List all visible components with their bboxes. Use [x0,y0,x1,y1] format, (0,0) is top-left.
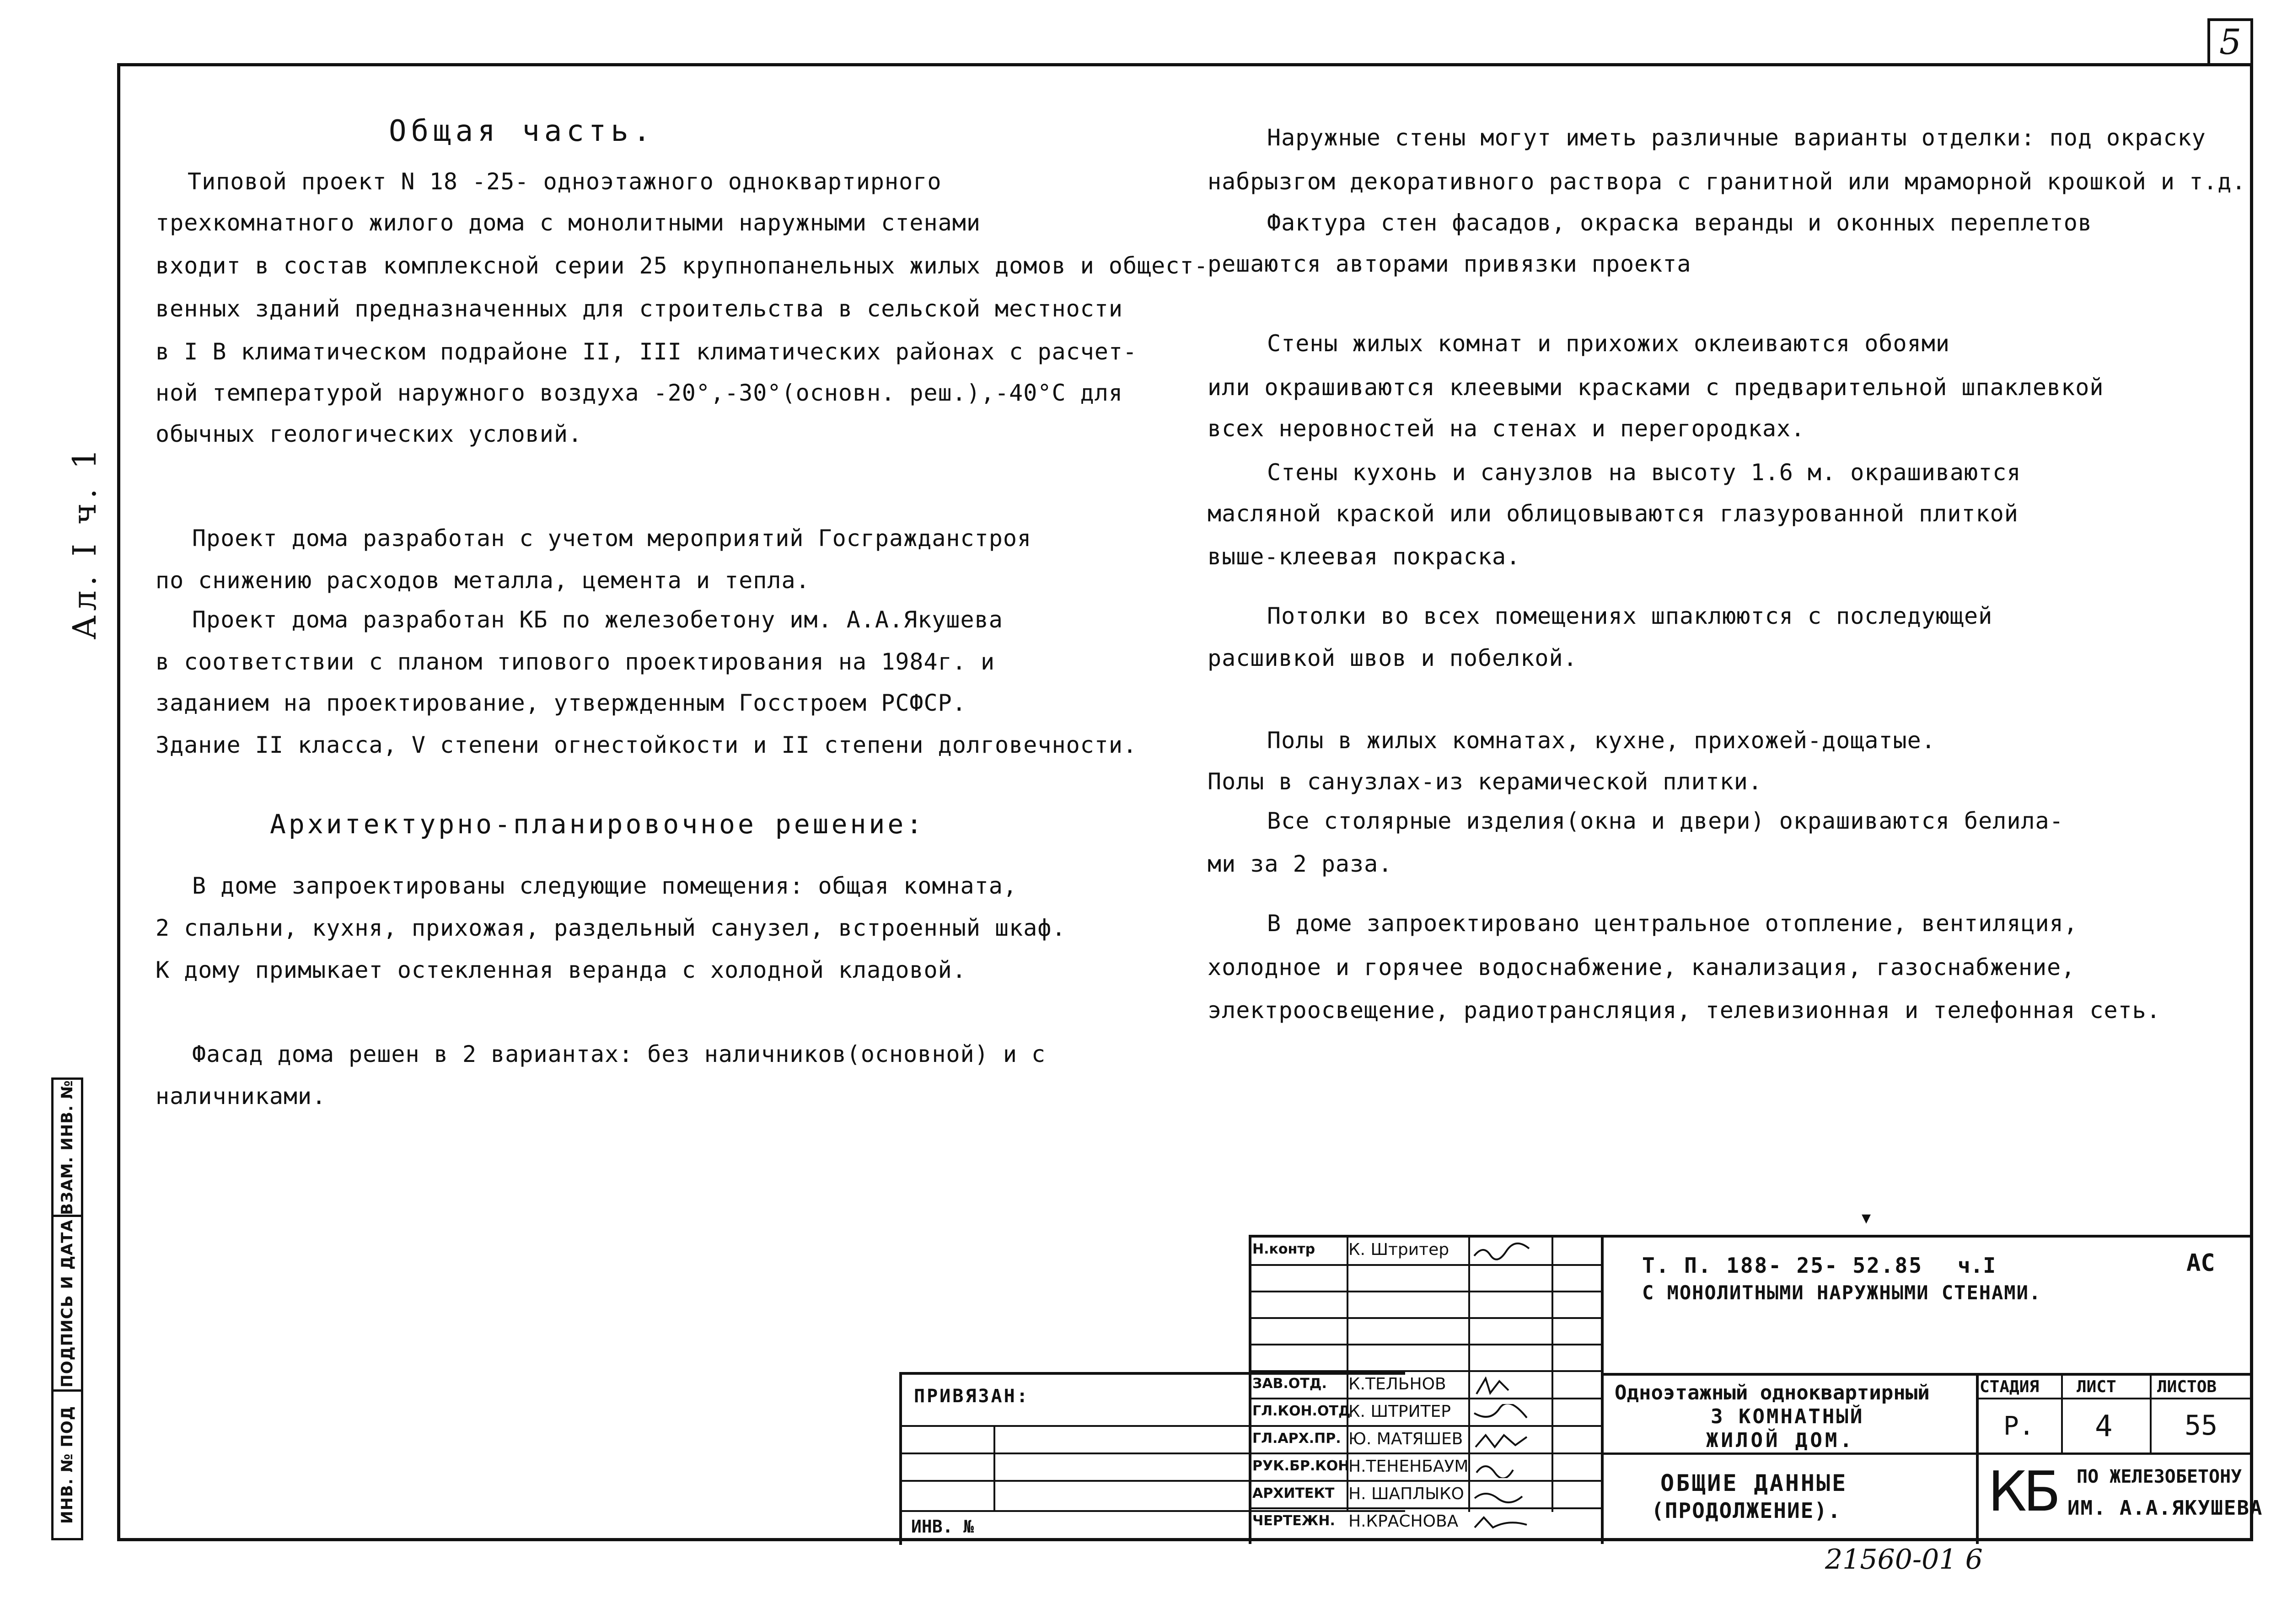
text-line: Полы в санузлах-из керамической плитки. [1208,768,1762,795]
stage-value: Р. [2003,1411,2035,1441]
project-code: Т. П. 188- 25- 52.85 [1642,1253,1923,1278]
signature-scribble [1472,1377,1531,1396]
text-line: венных зданий предназначенных для строительства в сельской местности [156,295,1123,322]
binding-label: ПРИВЯЗАН: [914,1386,1030,1407]
signature-row: ГЛ.КОН.ОТД К. ШТРИТЕР [1249,1399,1569,1426]
org-name-line: ИМ. А.А.ЯКУШЕВА [2067,1496,2263,1520]
volume-mark: ч.I [1958,1253,1996,1278]
sheets-total-value: 55 [2185,1410,2218,1442]
text-line: входит в состав комплексной серии 25 крупнопанельных жилых домов и общест- [156,252,1208,279]
text-line: Наружные стены могут иметь различные варианты отделки: под окраску [1267,124,2206,151]
text-line: Здание II класса, V степени огнестойкости и II степени долговечности. [156,732,1138,758]
text-line: К дому примыкает остекленная веранда с холодной кладовой. [156,957,966,983]
signature-scribble [1472,1459,1531,1478]
text-line: по снижению расходов металла, цемента и тепла. [156,567,810,594]
building-name-line: 3 КОМНАТНЫЙ [1711,1405,1864,1428]
project-subtitle: С МОНОЛИТНЫМИ НАРУЖНЫМИ СТЕНАМИ. [1642,1281,2042,1304]
page-number: 5 [2207,18,2253,66]
text-line: наличниками. [156,1083,327,1109]
inv-label: ИНВ. № [911,1517,974,1537]
strip-cell-signature: ПОДПИСЬ И ДАТА [54,1217,81,1392]
text-line: масляной краской или облицовываются глазурованной плиткой [1208,500,2019,527]
building-name-line: ЖИЛОЙ ДОМ. [1706,1429,1855,1452]
strip-cell-replace: ВЗАМ. ИНВ. № [54,1080,81,1217]
text-line: набрызгом декоративного раствора с гранитной или мраморной крошкой и т.д. [1208,168,2246,195]
sheet-title-continued: (ПРОДОЛЖЕНИЕ). [1651,1498,1841,1523]
text-line: или окрашиваются клеевыми красками с предварительной шпаклевкой [1208,374,2104,401]
text-line: электроосвещение, радиотрансляция, телевизионная и телефонная сеть. [1208,997,2161,1024]
text-line: всех неровностей на стенах и перегородках. [1208,415,1805,442]
text-line: В доме запроектированы следующие помещения: общая комната, [192,873,1017,899]
tick-mark: ▾ [1862,1207,1871,1228]
signature-scribble [1472,1514,1531,1533]
footer-code: 21560-01 6 [1825,1544,1983,1576]
signature-row: ЗАВ.ОТД. К.ТЕЛЬНОВ [1249,1372,1569,1399]
building-name-line: Одноэтажный одноквартирный [1615,1381,1930,1404]
text-line: холодное и горячее водоснабжение, канализация, газоснабжение, [1208,954,2076,981]
text-line: 2 спальни, кухня, прихожая, раздельный санузел, встроенный шкаф. [156,915,1066,941]
text-line: трехкомнатного жилого дома с монолитными наружными стенами [156,209,981,236]
signature-scribble [1472,1431,1531,1451]
text-line: выше-клеевая покраска. [1208,543,1521,570]
text-line: Все столярные изделия(окна и двери) окрашиваются белила- [1267,808,2064,834]
col-header-stage: СТАДИЯ [1980,1377,2040,1396]
strip-cell-inv: ИНВ. № ПОД [58,1406,76,1524]
section-subtitle: Архитектурно-планировочное решение: [270,809,925,840]
text-line: Проект дома разработан КБ по железобетону им. А.А.Якушева [192,606,1003,633]
section-mark: АС [2186,1249,2215,1277]
text-line: Стены жилых комнат и прихожих оклеиваются обоями [1267,330,1950,357]
text-line: Проект дома разработан с учетом мероприятий Госгражданстроя [192,525,1032,552]
text-line: расшивкой швов и побелкой. [1208,645,1578,671]
sheet-title: ОБЩИЕ ДАННЫЕ [1660,1470,1848,1496]
text-line: В доме запроектировано центральное отопление, вентиляция, [1267,910,2078,937]
text-line: в соответствии с планом типового проектирования на 1984г. и [156,649,995,675]
org-name-line: ПО ЖЕЛЕЗОБЕТОНУ [2077,1466,2242,1487]
signature-row: Н.контр К. Штритер [1249,1238,1569,1264]
text-line: заданием на проектирование, утвержденным Госстроем РСФСР. [156,690,966,716]
section-title: Общая часть. [389,114,655,148]
text-line: в I В климатическом подрайоне II, III климатических районах с расчет- [156,338,1138,365]
text-line: Фактура стен фасадов, окраска веранды и оконных переплетов [1267,209,2092,236]
text-line: Потолки во всех помещениях шпаклюются с последующей [1267,603,1993,629]
text-line: Полы в жилых комнатах, кухне, прихожей-дощатые. [1267,727,1936,754]
signature-row: АРХИТЕКТ Н. ШАПЛЫКО [1249,1482,1569,1508]
text-line: ной температурой наружного воздуха -20°,-30°(основн. реш.),-40°С для [156,380,1123,406]
org-logo: КБ [1988,1460,2057,1524]
title-block [1249,1235,2263,1544]
sheet-value: 4 [2095,1410,2113,1443]
text-line: Стены кухонь и санузлов на высоту 1.6 м. окрашиваются [1267,459,2021,486]
text-line: Фасад дома решен в 2 вариантах: без наличников(основной) и с [192,1041,1046,1067]
col-header-sheets: ЛИСТОВ [2157,1377,2217,1396]
text-line: ми за 2 раза. [1208,851,1393,877]
signature-scribble [1472,1242,1531,1261]
signature-row: ГЛ.АРХ.ПР. Ю. МАТЯШЕВ [1249,1427,1569,1453]
album-label-text: Ал. I ч. 1 [66,444,103,640]
signature-row: ЧЕРТЕЖН. Н.КРАСНОВА [1249,1509,1569,1536]
signature-row: РУК.БР.КОН Н.ТЕНЕНБАУМ [1249,1454,1569,1481]
text-line: обычных геологических условий. [156,421,583,447]
signature-scribble [1472,1486,1531,1506]
col-header-sheet: ЛИСТ [2077,1377,2116,1396]
signature-scribble [1472,1404,1531,1423]
text-line: решаются авторами привязки проекта [1208,251,1691,277]
text-line: Типовой проект N 18 -25- одноэтажного одноквартирного [188,168,942,195]
